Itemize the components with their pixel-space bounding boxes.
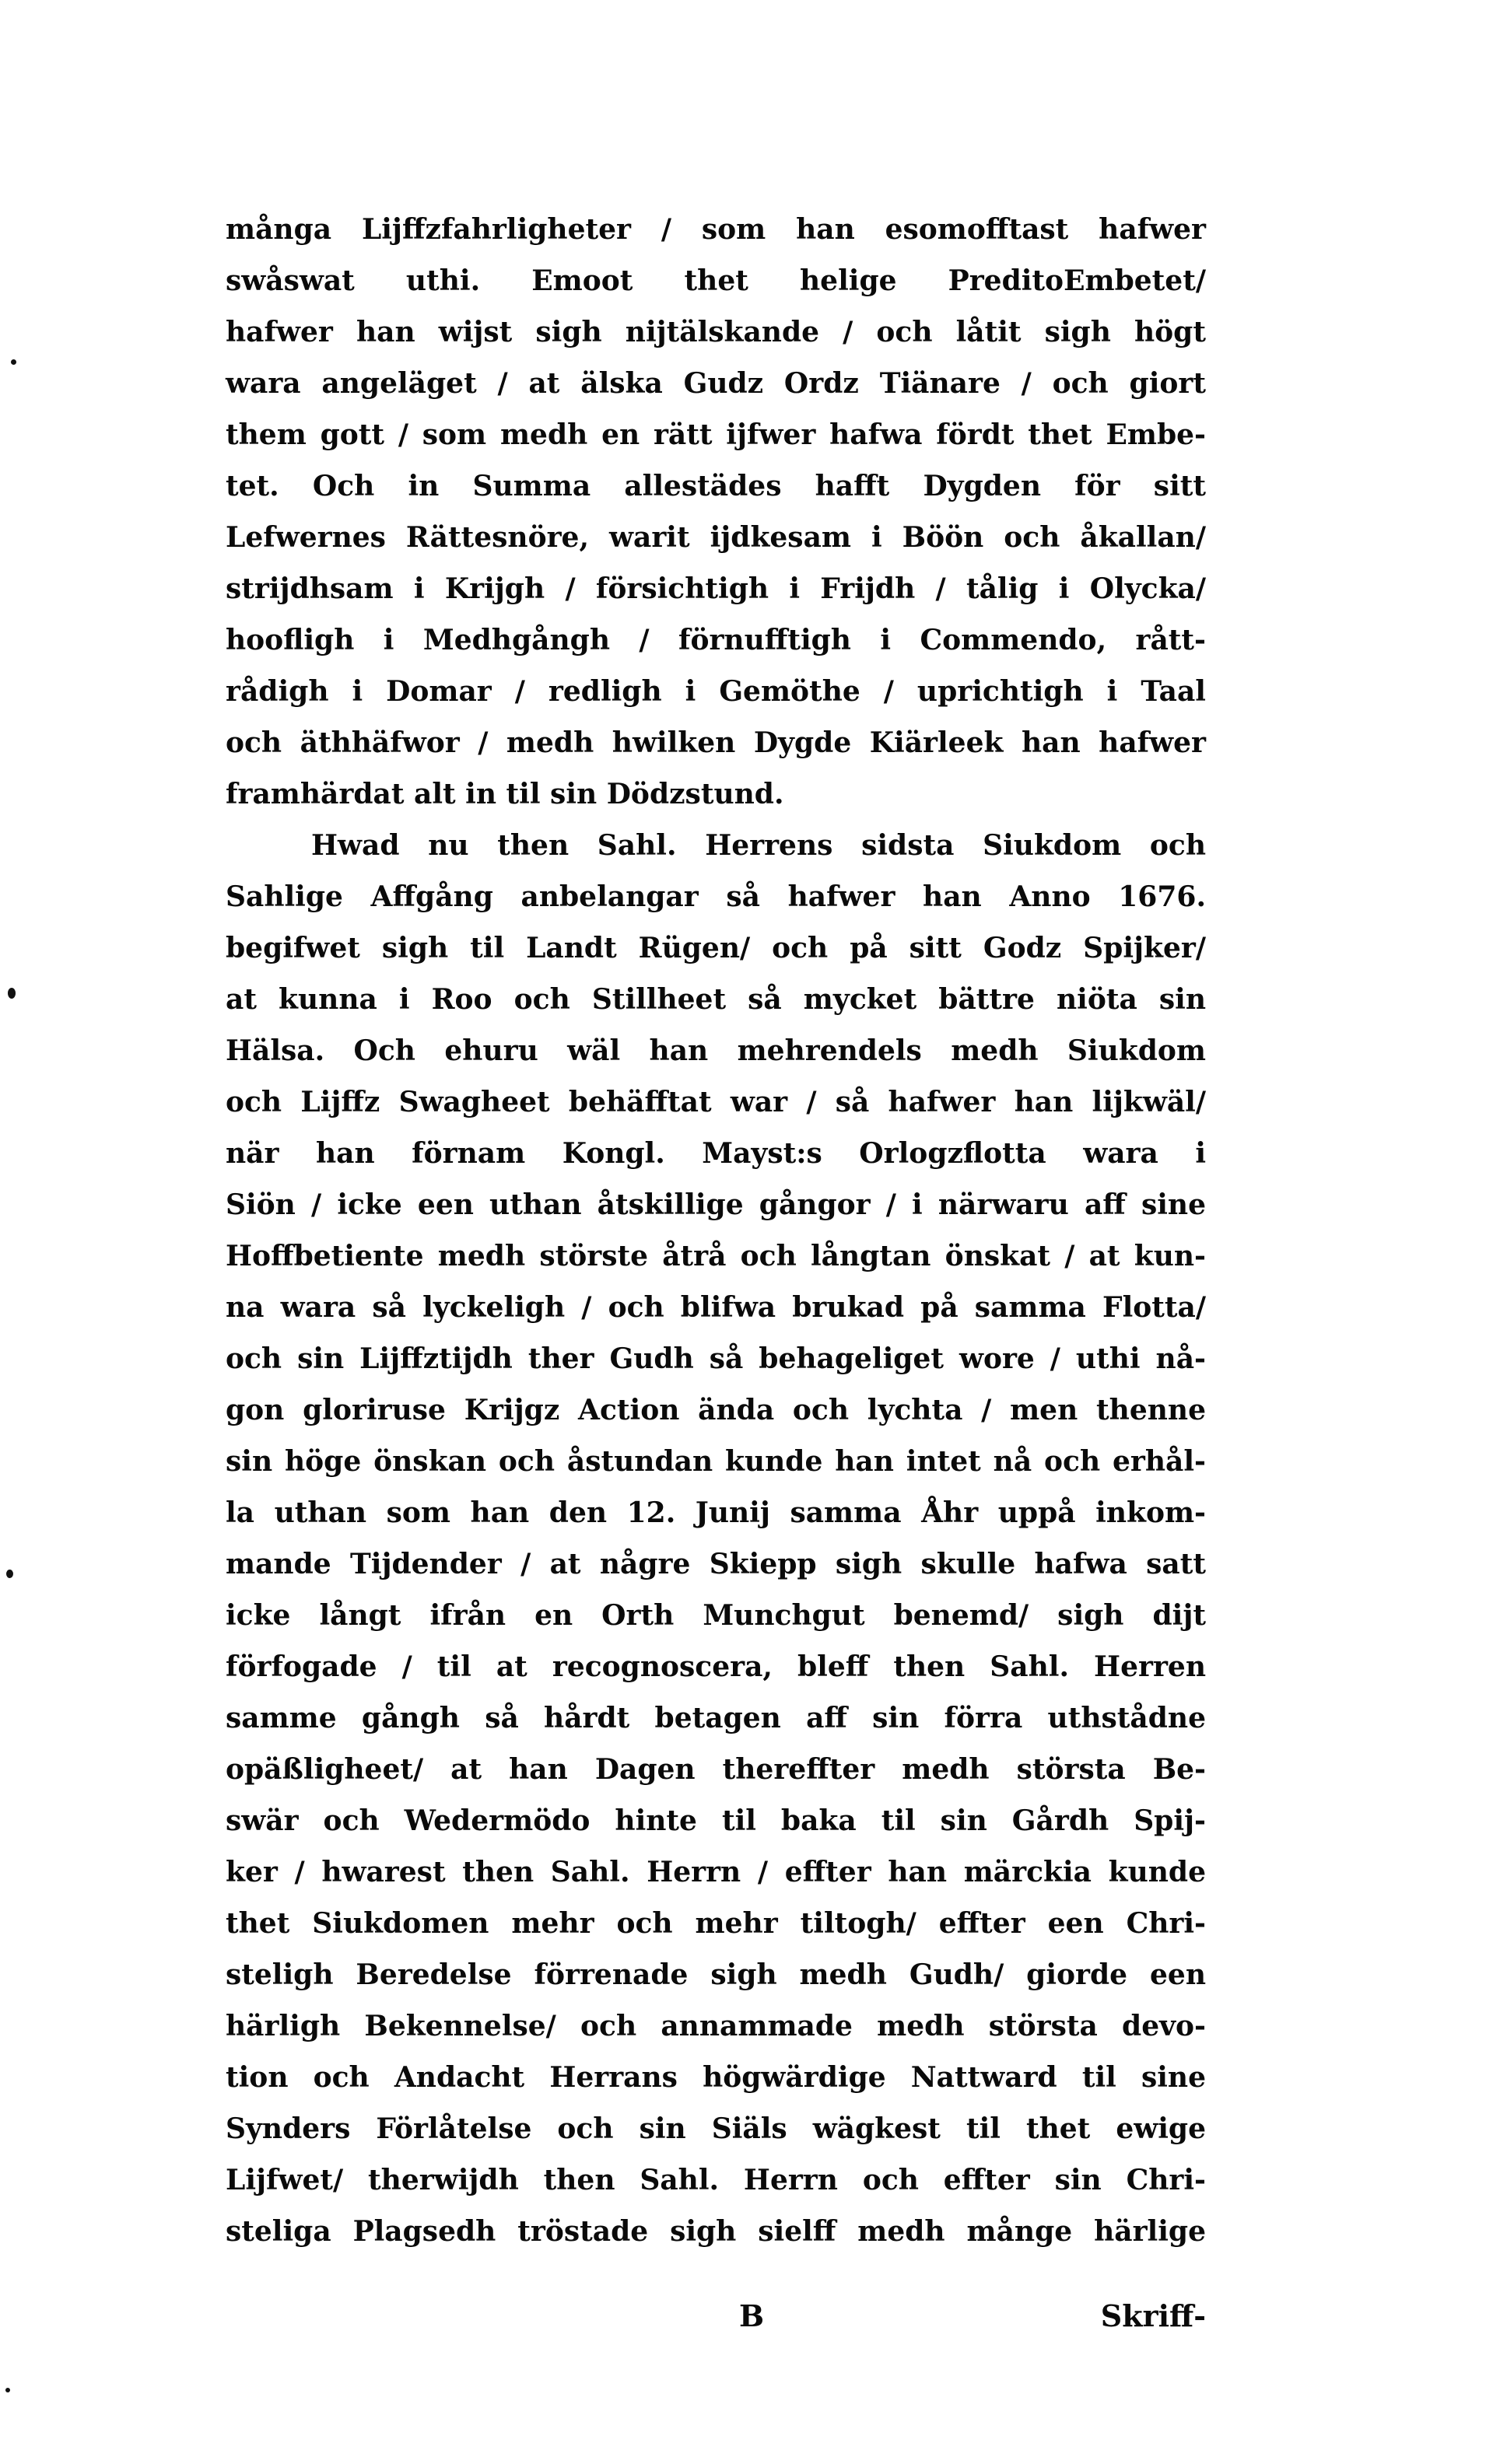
text-line: Lijfwet/ therwijdh then Sahl. Herrn och effter sin Chri- <box>226 2164 1206 2196</box>
text-line-paragraph-start: Hwad nu then Sahl. Herrens sidsta Siukdom och <box>311 829 1206 862</box>
signature-mark: B <box>739 2298 765 2333</box>
text-line: swär och Wedermödo hinte til baka til sin Gårdh Spij- <box>226 1804 1206 1837</box>
text-line: rådigh i Domar / redligh i Gemöthe / uprichtigh i Taal <box>226 675 1206 708</box>
catchword: Skriff- <box>1100 2298 1206 2333</box>
text-line: och sin Lijffztijdh ther Gudh så behageliget wore / uthi nå- <box>226 1342 1206 1375</box>
text-line: Hoffbetiente medh störste åtrå och långtan önskat / at kun- <box>226 1240 1206 1272</box>
text-line: gon gloriruse Krijgz Action ända och lychta / men thenne <box>226 1394 1206 1426</box>
text-line: them gott / som medh en rätt ijfwer hafwa fördt thet Embe- <box>226 418 1206 451</box>
text-line: la uthan som han den 12. Junij samma Åhr uppå inkom- <box>226 1496 1206 1529</box>
text-line: Sahlige Affgång anbelangar så hafwer han Anno 1676. <box>226 880 1206 913</box>
text-line: icke långt ifrån en Orth Munchgut benemd/ sigh dijt <box>226 1599 1206 1632</box>
text-line: samme gångh så hårdt betagen aff sin förra uthstådne <box>226 1702 1206 1734</box>
text-line: tion och Andacht Herrans högwärdige Nattward til sine <box>226 2061 1206 2094</box>
text-line: sin höge önskan och åstundan kunde han intet nå och erhål- <box>226 1445 1206 1478</box>
body-text <box>226 204 1206 2257</box>
scan-speck <box>11 359 16 365</box>
text-line: tet. Och in Summa allestädes hafft Dygden för sitt <box>226 470 1206 502</box>
text-line: ker / hwarest then Sahl. Herrn / effter han märckia kunde <box>226 1856 1206 1888</box>
text-line: Hälsa. Och ehuru wäl han mehrendels medh Siukdom <box>226 1034 1206 1067</box>
text-line: Siön / icke een uthan åtskillige gångor / i närwaru aff sine <box>226 1188 1206 1221</box>
text-line: at kunna i Roo och Stillheet så mycket bättre niöta sin <box>226 983 1206 1016</box>
text-line: Lefwernes Rättesnöre, warit ijdkesam i Böön och åkallan/ <box>226 521 1206 554</box>
text-line: thet Siukdomen mehr och mehr tiltogh/ effter een Chri- <box>226 1907 1206 1940</box>
text-line: steligh Beredelse förrenade sigh medh Gudh/ giorde een <box>226 1958 1206 1991</box>
text-line: strijdhsam i Krijgh / försichtigh i Frijdh / tålig i Olycka/ <box>226 572 1206 605</box>
text-line: härligh Bekennelse/ och annammade medh största devo- <box>226 2010 1206 2042</box>
text-line: Synders Förlåtelse och sin Siäls wägkest til thet ewige <box>226 2112 1206 2145</box>
text-line: framhärdat alt in til sin Dödzstund. <box>226 778 784 810</box>
text-line: swåswat uthi. Emoot thet helige PreditoEmbetet/ <box>226 264 1206 297</box>
text-line: när han förnam Kongl. Mayst:s Orlogzflotta wara i <box>226 1137 1206 1170</box>
text-line: opäßligheet/ at han Dagen thereffter medh största Be- <box>226 1753 1206 1786</box>
scan-speck <box>8 988 16 999</box>
text-line: och äthhäfwor / medh hwilken Dygde Kiärleek han hafwer <box>226 726 1206 759</box>
text-line: begifwet sigh til Landt Rügen/ och på sitt Godz Spijker/ <box>226 932 1206 964</box>
text-line: mande Tijdender / at någre Skiepp sigh skulle hafwa satt <box>226 1548 1206 1580</box>
text-line: hoofligh i Medhgångh / förnufftigh i Commendo, rått- <box>226 624 1206 656</box>
text-line: na wara så lyckeligh / och blifwa brukad på samma Flotta/ <box>226 1291 1206 1324</box>
text-line: hafwer han wijst sigh nijtälskande / och låtit sigh högt <box>226 316 1206 348</box>
text-line: och Lijffz Swagheet behäfftat war / så hafwer han lijkwäl/ <box>226 1086 1206 1118</box>
text-line: steliga Plagsedh tröstade sigh sielff medh månge härlige <box>226 2215 1206 2248</box>
scan-speck <box>5 2388 10 2392</box>
scan-speck <box>6 1570 13 1578</box>
text-line: många Lijffzfahrligheter / som han esomofftast hafwer <box>226 213 1206 246</box>
text-line: förfogade / til at recognoscera, bleff then Sahl. Herren <box>226 1650 1206 1683</box>
text-line: wara angeläget / at älska Gudz Ordz Tiänare / och giort <box>226 367 1206 400</box>
